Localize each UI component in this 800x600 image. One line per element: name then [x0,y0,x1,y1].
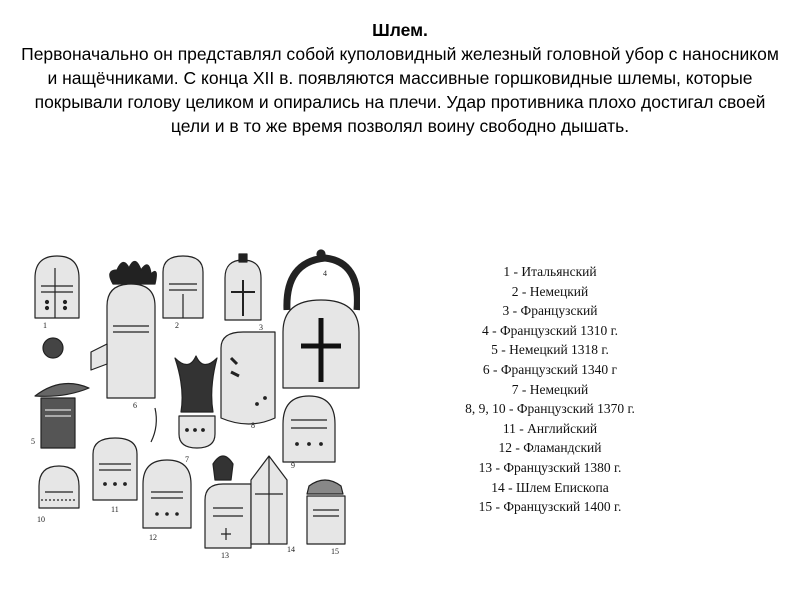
legend-item: 6 - Французский 1340 г [482,361,618,377]
legend-item: 1 - Итальянский [503,264,597,279]
legend-item: 7 - Немецкий [511,381,589,397]
helmet-6-crested [91,261,156,442]
figure-number: 8 [251,421,255,430]
legend-item: 12 - Фламандский [498,440,602,456]
figure-number: 7 [185,455,189,464]
helmet-legend [440,262,660,517]
helmet-14-bishop [251,456,287,544]
legend-item: 4 - Французский 1310 г. [481,322,619,338]
slide-description: Первоначально он представлял собой куполовидный железный головной убор с наносником и нащёчниками. С конца XII в. появляются массивные горшковидные шлемы, которые покрывали голову целиком и опирались на плечи. Удар противника плохо достигал своей цели и в то же время позволял воину свободно дышать. [21,44,779,136]
legend-item: 5 - Немецкий 1318 г. [491,342,609,358]
figure-number: 10 [37,515,45,524]
helmet-2-german [163,256,203,318]
figure-number: 11 [111,505,119,514]
figure-number: 15 [331,547,339,556]
helmet-12-flemish [143,460,191,528]
figure-number: 12 [149,533,157,542]
helmets-drawing [25,248,360,570]
helmet-15-french-1400 [307,480,345,544]
legend-item: 11 - Английский [502,420,598,436]
helmet-13-french-1380 [205,456,251,548]
figure-number: 9 [291,461,295,470]
legend-item: 8, 9, 10 - Французский 1370 г. [465,401,635,417]
helmet-8-french-1370 [221,332,275,424]
figure-number: 13 [221,551,229,560]
helmet-3-french [225,254,261,320]
figure-number: 3 [259,323,263,332]
helmet-10-bascinet [39,466,79,508]
helmet-1-italian [35,256,79,318]
figure-number: 14 [287,545,295,554]
helmet-4-french-1310 [283,250,359,388]
figure-number: 2 [175,321,179,330]
legend-item: 14 - Шлем Епископа [491,479,609,495]
legend-item: 13 - Французский 1380 г. [478,459,622,475]
figure-number: 6 [133,401,137,410]
helmets-illustration [25,248,360,570]
figure-number: 4 [323,269,327,278]
helmet-5-german-1318 [35,338,89,448]
slide-title: Шлем. [372,20,428,40]
figure-number: 1 [43,321,47,330]
legend-item: 3 - Французский [502,303,598,319]
helmet-11-english [93,438,137,500]
legend-item: 15 - Французский 1400 г. [478,499,622,515]
helmet-7-german [175,356,217,448]
helmet-9-bascinet [283,396,335,462]
figure-number: 5 [31,437,35,446]
legend-item: 2 - Немецкий [511,283,589,299]
